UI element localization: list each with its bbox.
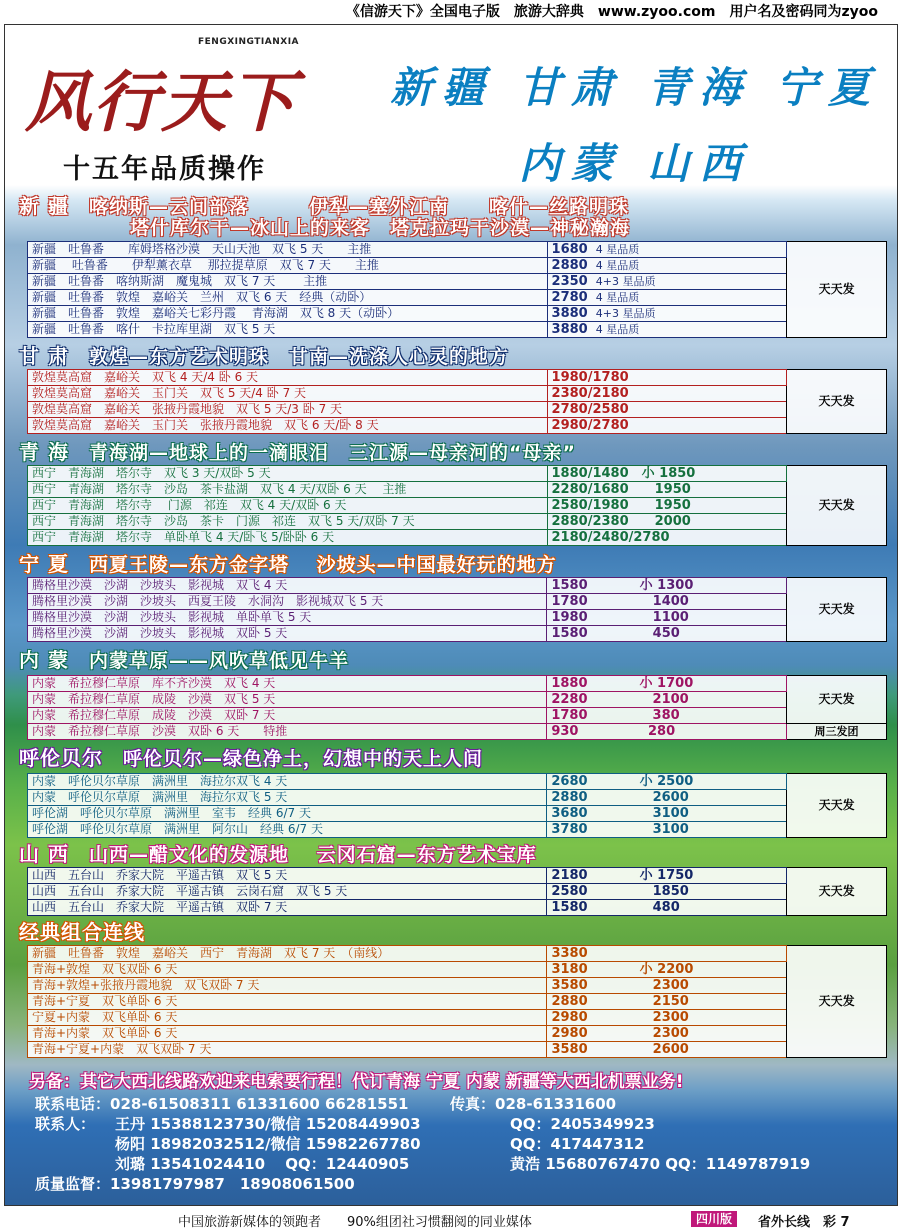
contact-supervise-line	[35, 1173, 355, 1194]
table-row[interactable]	[28, 994, 887, 1010]
price-cell	[547, 290, 787, 306]
route-table-qinghai	[27, 465, 887, 546]
route-cell: 西宁 青海湖 塔尔寺 沙岛 茶卡盐湖 双飞 4 天/双卧 6 天 主推	[28, 482, 548, 498]
table-row[interactable]	[28, 322, 887, 338]
route-cell: 内蒙 希拉穆仁草原 库不齐沙漠 双飞 4 天	[28, 676, 547, 692]
price-value: 3880	[551, 322, 588, 337]
price-cell: 3380	[547, 946, 787, 962]
section-tagline: 青海湖—地球上的一滴眼泪 三江源—母亲河的“母亲”	[68, 442, 576, 464]
section-tagline: 呼伦贝尔—绿色净土，幻想中的天上人间	[103, 748, 484, 770]
route-cell: 山西 五台山 乔家大院 平遥古镇 双飞 5 天	[28, 868, 547, 884]
route-cell: 敦煌莫高窟 嘉峪关 玉门关 双飞 5 天/4 卧 7 天	[28, 386, 548, 402]
section-tagline: 内蒙草原——风吹草低见牛羊	[68, 650, 349, 672]
route-table-neimeng	[27, 675, 887, 740]
edition-badge: 四川版	[691, 1211, 737, 1227]
route-cell: 腾格里沙漠 沙湖 沙坡头 影视城 单卧单飞 5 天	[28, 610, 547, 626]
section-tagline-2-xinjiang: 塔什库尔干—冰山上的来客 塔克拉玛干沙漠—神秘瀚海	[130, 217, 631, 239]
table-row[interactable]	[28, 418, 887, 434]
price-cell	[547, 242, 787, 258]
price-cell: 3780 3100	[547, 822, 787, 838]
route-cell: 新疆 吐鲁番 伊犁薰衣草 那拉提草原 双飞 7 天 主推	[28, 258, 548, 274]
table-row[interactable]	[28, 978, 887, 994]
section-header-ningxia	[19, 553, 557, 576]
price-cell: 1780 380	[547, 708, 787, 724]
table-row[interactable]	[28, 884, 887, 900]
price-cell: 2980/2780	[547, 418, 787, 434]
headline-line-2: 内蒙 山西	[518, 139, 752, 188]
table-row[interactable]	[28, 402, 887, 418]
route-table-combo	[27, 945, 887, 1058]
price-cell: 3580 2600	[547, 1042, 787, 1058]
table-row[interactable]	[28, 790, 887, 806]
table-row[interactable]	[28, 708, 887, 724]
table-row[interactable]	[28, 868, 887, 884]
section-label: 经典组合连线	[19, 920, 145, 944]
route-cell: 青海+敦煌 双飞双卧 6 天	[28, 962, 547, 978]
table-row[interactable]	[28, 962, 887, 978]
table-row[interactable]	[28, 1026, 887, 1042]
route-cell: 敦煌莫高窟 嘉峪关 玉门关 张掖丹霞地貌 双飞 6 天/卧 8 天	[28, 418, 548, 434]
phone-numbers[interactable]: 028-61508311 61331600 66281551	[110, 1095, 409, 1113]
logo-pinyin: FENGXINGTIANXIA	[198, 37, 300, 47]
route-table-shanxi	[27, 867, 887, 916]
price-cell: 2180 小 1750	[547, 868, 787, 884]
table-row[interactable]	[28, 1010, 887, 1026]
price-value: 1680	[551, 242, 588, 257]
price-note: 4 星品质	[595, 243, 640, 256]
price-value: 2350	[551, 274, 588, 289]
route-cell: 内蒙 希拉穆仁草原 成陵 沙漠 双卧 7 天	[28, 708, 547, 724]
price-note: 4 星品质	[595, 323, 640, 336]
section-label: 新 疆	[19, 194, 69, 218]
headline-line-1: 新疆 甘肃 青海 宁夏	[390, 63, 880, 112]
supervise-numbers[interactable]: 13981797987 18908061500	[110, 1175, 355, 1193]
contact-yangyang-qq[interactable]: QQ：417447312	[510, 1135, 645, 1153]
section-label: 宁 夏	[19, 552, 69, 576]
route-table-gansu	[27, 369, 887, 434]
route-cell: 新疆 吐鲁番 喀纳斯湖 魔鬼城 双飞 7 天 主推	[28, 274, 548, 290]
section-header-xinjiang	[19, 195, 629, 218]
section-tagline: 敦煌—东方艺术明珠 甘南—洗涤人心灵的地方	[68, 346, 509, 368]
route-cell: 腾格里沙漠 沙湖 沙坡头 影视城 双卧 5 天	[28, 626, 547, 642]
price-cell: 1580 450	[547, 626, 787, 642]
section-header-qinghai	[19, 441, 576, 464]
table-row[interactable]	[28, 498, 887, 514]
contact-person-line-1	[35, 1113, 655, 1134]
route-cell: 青海+内蒙 双飞单卧 6 天	[28, 1026, 547, 1042]
route-cell: 青海+敦煌+张掖丹霞地貌 双飞双卧 7 天	[28, 978, 547, 994]
route-cell: 西宁 青海湖 塔尔寺 门源 祁连 双飞 4 天/双卧 6 天	[28, 498, 548, 514]
route-cell: 新疆 吐鲁番 敦煌 嘉峪关七彩丹霞 青海湖 双飞 8 天（动卧）	[28, 306, 548, 322]
section-header-hulunbuir	[19, 747, 483, 770]
price-note: 4+3 星品质	[595, 307, 656, 320]
table-row[interactable]	[28, 774, 887, 790]
section-label: 山 西	[19, 842, 69, 866]
table-row[interactable]	[28, 806, 887, 822]
table-row[interactable]	[28, 578, 887, 594]
table-row[interactable]	[28, 242, 887, 258]
table-row[interactable]	[28, 822, 887, 838]
table-row[interactable]	[28, 946, 887, 962]
route-cell: 青海+宁夏 双飞单卧 6 天	[28, 994, 547, 1010]
route-cell: 内蒙 希拉穆仁草原 成陵 沙漠 双飞 5 天	[28, 692, 547, 708]
section-label: 甘 肃	[19, 344, 69, 368]
price-cell: 2580 1850	[547, 884, 787, 900]
price-cell: 2280/1680 1950	[547, 482, 787, 498]
route-cell: 山西 五台山 乔家大院 平遥古镇 云岗石窟 双飞 5 天	[28, 884, 547, 900]
route-cell: 腾格里沙漠 沙湖 沙坡头 西夏王陵 水洞沟 影视城双飞 5 天	[28, 594, 547, 610]
price-cell	[547, 306, 787, 322]
route-cell: 宁夏+内蒙 双飞单卧 6 天	[28, 1010, 547, 1026]
price-cell: 2880 2600	[547, 790, 787, 806]
price-note: 4+3 星品质	[595, 275, 656, 288]
price-cell: 2780/2580	[547, 402, 787, 418]
contact-person-line-3	[35, 1153, 810, 1174]
price-cell: 3680 3100	[547, 806, 787, 822]
route-table-hulunbuir	[27, 773, 887, 838]
price-cell	[547, 258, 787, 274]
route-cell: 内蒙 呼伦贝尔草原 满洲里 海拉尔双飞 5 天	[28, 790, 547, 806]
contact-wangdan-qq[interactable]: QQ：2405349923	[510, 1115, 655, 1133]
departure-cell: 天天发	[787, 774, 887, 838]
section-header-neimeng	[19, 649, 349, 672]
price-cell: 930 280	[547, 724, 787, 740]
route-cell: 腾格里沙漠 沙湖 沙坡头 影视城 双飞 4 天	[28, 578, 547, 594]
section-tagline: 山西—醋文化的发源地 云冈石窟—东方艺术宝库	[68, 844, 537, 866]
fax-label: 传真：	[450, 1095, 496, 1113]
price-cell: 1580 480	[547, 900, 787, 916]
price-cell: 1780 1400	[547, 594, 787, 610]
price-cell	[547, 322, 787, 338]
price-cell: 2580/1980 1950	[547, 498, 787, 514]
section-label: 内 蒙	[19, 648, 69, 672]
price-cell: 1980 1100	[547, 610, 787, 626]
route-cell: 敦煌莫高窟 嘉峪关 张掖丹霞地貌 双飞 5 天/3 卧 7 天	[28, 402, 548, 418]
section-label: 呼伦贝尔	[19, 746, 103, 770]
route-cell: 西宁 青海湖 塔尔寺 沙岛 茶卡 门源 祁连 双飞 5 天/双卧 7 天	[28, 514, 548, 530]
departure-cell: 天天发	[787, 242, 887, 338]
footer-tagline: 中国旅游新媒体的领跑者 90%组团社习惯翻阅的同业媒体	[178, 1215, 532, 1230]
section-header-shanxi	[19, 843, 537, 866]
price-cell: 1580 小 1300	[547, 578, 787, 594]
price-note: 4 星品质	[595, 291, 640, 304]
price-cell: 2980 2300	[547, 1026, 787, 1042]
price-cell: 2280 2100	[547, 692, 787, 708]
departure-cell: 天天发	[787, 466, 887, 546]
section-tagline: 喀纳斯—云间部落 伊犁—塞外江南 喀什—丝路明珠	[68, 196, 629, 218]
route-cell: 新疆 吐鲁番 喀什 卡拉库里湖 双飞 5 天	[28, 322, 548, 338]
section-tagline: 西夏王陵—东方金字塔 沙坡头—中国最好玩的地方	[68, 554, 557, 576]
table-row[interactable]	[28, 466, 887, 482]
price-cell: 2880/2380 2000	[547, 514, 787, 530]
table-row[interactable]	[28, 530, 887, 546]
table-row[interactable]	[28, 692, 887, 708]
route-cell: 新疆 吐鲁番 敦煌 嘉峪关 西宁 青海湖 双飞 7 天 （南线）	[28, 946, 547, 962]
price-cell: 3580 2300	[547, 978, 787, 994]
price-value: 2880	[551, 258, 588, 273]
contact-person-line-2	[35, 1133, 644, 1154]
route-cell: 内蒙 呼伦贝尔草原 满洲里 海拉尔双飞 4 天	[28, 774, 547, 790]
price-cell: 2380/2180	[547, 386, 787, 402]
section-label: 青 海	[19, 440, 69, 464]
table-row[interactable]	[28, 900, 887, 916]
table-row[interactable]	[28, 676, 887, 692]
price-cell: 2180/2480/2780	[547, 530, 787, 546]
route-cell: 呼伦湖 呼伦贝尔草原 满洲里 室韦 经典 6/7 天	[28, 806, 547, 822]
route-cell: 青海+宁夏+内蒙 双飞双卧 7 天	[28, 1042, 547, 1058]
price-cell: 2680 小 2500	[547, 774, 787, 790]
table-row[interactable]	[28, 724, 887, 740]
price-cell: 2880 2150	[547, 994, 787, 1010]
ad-page	[4, 24, 898, 1206]
table-row[interactable]	[28, 482, 887, 498]
footer-page-label: 省外长线 彩 7	[758, 1215, 850, 1230]
phone-label: 联系电话：	[35, 1095, 111, 1113]
logo-wordmark: 风行天下	[25, 63, 297, 141]
price-cell: 3180 小 2200	[547, 962, 787, 978]
contact-liulu[interactable]: 刘璐 13541024410 QQ：12440905	[115, 1155, 410, 1173]
logo-slogan: 十五年品质操作	[63, 154, 266, 185]
brand-logo	[23, 35, 393, 185]
route-cell: 呼伦湖 呼伦贝尔草原 满洲里 阿尔山 经典 6/7 天	[28, 822, 547, 838]
table-row[interactable]	[28, 386, 887, 402]
price-cell: 1880/1480 小 1850	[547, 466, 787, 482]
departure-cell: 天天发	[787, 370, 887, 434]
contact-person-label: 联系人：	[35, 1115, 96, 1133]
price-cell	[547, 274, 787, 290]
notice-banner: 另备：其它大西北线路欢迎来电索要行程！代订青海 宁夏 内蒙 新疆等大西北机票业务!	[29, 1072, 684, 1092]
route-cell: 山西 五台山 乔家大院 平遥古镇 双卧 7 天	[28, 900, 547, 916]
route-cell: 内蒙 希拉穆仁草原 沙漠 双卧 6 天 特推	[28, 724, 547, 740]
contact-yangyang[interactable]: 杨阳 18982032512/微信 15982267780	[115, 1135, 421, 1153]
route-cell: 新疆 吐鲁番 敦煌 嘉峪关 兰州 双飞 6 天 经典（动卧）	[28, 290, 548, 306]
route-cell: 西宁 青海湖 塔尔寺 单卧单飞 4 天/卧飞 5/卧卧 6 天	[28, 530, 548, 546]
route-cell: 敦煌莫高窟 嘉峪关 双飞 4 天/4 卧 6 天	[28, 370, 548, 386]
table-row[interactable]	[28, 370, 887, 386]
table-row[interactable]	[28, 610, 887, 626]
price-cell: 1980/1780	[547, 370, 787, 386]
departure-cell: 天天发	[787, 578, 887, 642]
price-value: 2780	[551, 290, 588, 305]
fax-number[interactable]: 028-61331600	[495, 1095, 617, 1113]
price-note: 4 星品质	[595, 259, 640, 272]
top-banner: 《信游天下》全国电子版 旅游大辞典 www.zyoo.com 用户名及密码同为zyoo	[345, 4, 878, 20]
route-cell: 新疆 吐鲁番 库姆塔格沙漠 天山天池 双飞 5 天 主推	[28, 242, 548, 258]
contact-phone-line	[35, 1093, 616, 1114]
table-row[interactable]	[28, 306, 887, 322]
price-value: 3880	[551, 306, 588, 321]
table-row[interactable]	[28, 514, 887, 530]
departure-cell-wednesday: 周三发团	[787, 724, 887, 740]
route-table-ningxia	[27, 577, 887, 642]
table-row[interactable]	[28, 290, 887, 306]
table-row[interactable]	[28, 1042, 887, 1058]
section-header-gansu	[19, 345, 509, 368]
section-header-combo	[19, 921, 145, 944]
page-footer	[0, 1208, 900, 1230]
route-table-xinjiang	[27, 241, 887, 338]
contact-wangdan[interactable]: 王丹 15388123730/微信 15208449903	[115, 1115, 421, 1133]
departure-cell: 天天发	[787, 946, 887, 1058]
departure-cell: 天天发	[787, 868, 887, 916]
supervise-label: 质量监督：	[35, 1175, 111, 1193]
table-row[interactable]	[28, 258, 887, 274]
table-row[interactable]	[28, 274, 887, 290]
price-cell: 2980 2300	[547, 1010, 787, 1026]
price-cell: 1880 小 1700	[547, 676, 787, 692]
departure-cell: 天天发	[787, 676, 887, 724]
table-row[interactable]	[28, 594, 887, 610]
contact-huanghao[interactable]: 黄浩 15680767470 QQ：1149787919	[510, 1155, 811, 1173]
route-cell: 西宁 青海湖 塔尔寺 双飞 3 天/双卧 5 天	[28, 466, 548, 482]
table-row[interactable]	[28, 626, 887, 642]
